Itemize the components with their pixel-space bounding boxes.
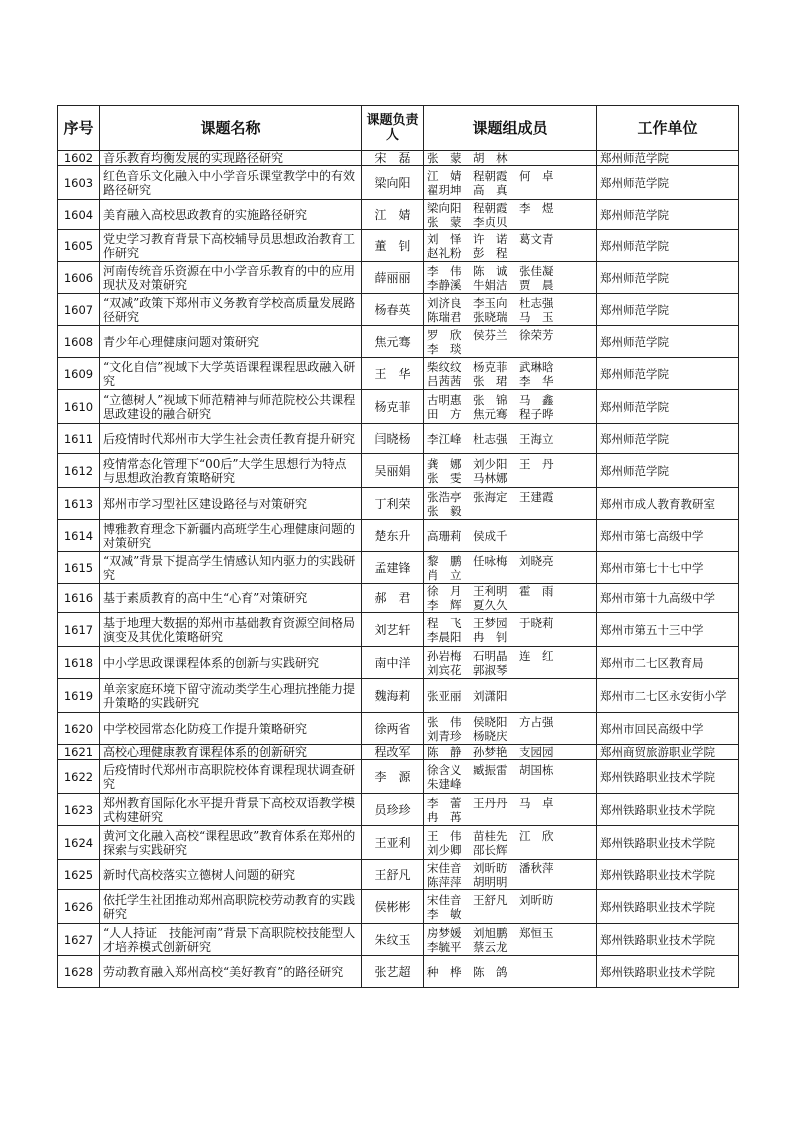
- team-members-cell: 房梦媛 刘旭鹏 郑恒玉 李毓平 蔡云龙: [424, 924, 597, 956]
- table-row: [58, 262, 739, 294]
- team-members-cell: 李江峰 杜志强 王海立: [424, 424, 597, 454]
- project-leader-cell: 吴丽娟: [362, 454, 424, 488]
- project-title-cell: 红色音乐文化融入中小学音乐课堂教学中的有效路径研究: [100, 166, 362, 200]
- team-members-cell: 张浩亭 张海定 王建霞 张 毅: [424, 488, 597, 520]
- team-members-cell: 程 飞 王梦园 于晓莉 李晨阳 冉 钊: [424, 613, 597, 647]
- project-leader-cell: 程改军: [362, 745, 424, 760]
- project-leader-cell: 江 婧: [362, 200, 424, 230]
- serial-number-cell: 1617: [58, 613, 100, 647]
- project-title-cell: 依托学生社团推动郑州高职院校劳动教育的实践研究: [100, 890, 362, 924]
- project-leader-cell: 王 华: [362, 358, 424, 390]
- project-leader-cell: 闫晓杨: [362, 424, 424, 454]
- project-title-cell: 劳动教育融入郑州高校“美好教育”的路径研究: [100, 956, 362, 988]
- table-row: [58, 358, 739, 390]
- project-title-cell: 单亲家庭环境下留守流动类学生心理抗挫能力提升策略的实践研究: [100, 679, 362, 713]
- project-leader-cell: 薛丽丽: [362, 262, 424, 294]
- work-unit-cell: 郑州铁路职业技术学院: [597, 924, 739, 956]
- project-leader-cell: 董 钊: [362, 230, 424, 262]
- team-members-cell: 江 婧 程朝霞 何 卓 翟玥坤 高 真: [424, 166, 597, 200]
- team-members-cell: 徐 月 王利明 霍 雨 李 辉 夏久久: [424, 584, 597, 613]
- team-members-cell: 罗 欣 侯芬兰 徐荣芳 李 琰: [424, 326, 597, 358]
- team-members-cell: 高珊莉 侯成千: [424, 520, 597, 552]
- team-members-cell: 宋佳音 王舒凡 刘昕昉 李 敏: [424, 890, 597, 924]
- project-leader-cell: 南中洋: [362, 647, 424, 679]
- table-row: [58, 760, 739, 794]
- project-title-cell: 郑州市学习型社区建设路径与对策研究: [100, 488, 362, 520]
- team-members-cell: 黎 鹏 任咏梅 刘晓亮 肖 立: [424, 552, 597, 584]
- header-serial-number: 序号: [58, 106, 100, 151]
- work-unit-cell: 郑州铁路职业技术学院: [597, 826, 739, 860]
- table-row: [58, 613, 739, 647]
- table-row: [58, 326, 739, 358]
- work-unit-cell: 郑州商贸旅游职业学院: [597, 745, 739, 760]
- work-unit-cell: 郑州师范学院: [597, 326, 739, 358]
- work-unit-cell: 郑州师范学院: [597, 151, 739, 166]
- serial-number-cell: 1609: [58, 358, 100, 390]
- team-members-cell: 古明惠 张 锦 马 鑫 田 方 焦元骞 程子晔: [424, 390, 597, 424]
- serial-number-cell: 1616: [58, 584, 100, 613]
- team-members-cell: 徐含义 臧振雷 胡国栋 朱建峰: [424, 760, 597, 794]
- work-unit-cell: 郑州市第七十七中学: [597, 552, 739, 584]
- table-row: [58, 552, 739, 584]
- serial-number-cell: 1608: [58, 326, 100, 358]
- serial-number-cell: 1627: [58, 924, 100, 956]
- table-row: [58, 890, 739, 924]
- serial-number-cell: 1615: [58, 552, 100, 584]
- team-members-cell: 孙岩梅 石明晶 连 红 刘宾花 郭淑琴: [424, 647, 597, 679]
- work-unit-cell: 郑州师范学院: [597, 358, 739, 390]
- team-members-cell: 李 伟 陈 诚 张佳凝 李静溪 牛娟洁 贾 晨: [424, 262, 597, 294]
- project-title-cell: 河南传统音乐资源在中小学音乐教育的中的应用现状及对策研究: [100, 262, 362, 294]
- project-title-cell: “双减”背景下提高学生情感认知内驱力的实践研究: [100, 552, 362, 584]
- project-leader-cell: 梁向阳: [362, 166, 424, 200]
- project-title-cell: 黄河文化融入高校“课程思政”教育体系在郑州的探索与实践研究: [100, 826, 362, 860]
- project-title-cell: 郑州教育国际化水平提升背景下高校双语教学模式构建研究: [100, 794, 362, 826]
- serial-number-cell: 1624: [58, 826, 100, 860]
- work-unit-cell: 郑州师范学院: [597, 424, 739, 454]
- serial-number-cell: 1623: [58, 794, 100, 826]
- project-title-cell: 中小学思政课课程体系的创新与实践研究: [100, 647, 362, 679]
- serial-number-cell: 1621: [58, 745, 100, 760]
- work-unit-cell: 郑州师范学院: [597, 454, 739, 488]
- serial-number-cell: 1613: [58, 488, 100, 520]
- team-members-cell: 张 蒙 胡 林: [424, 151, 597, 166]
- header-work-unit: 工作单位: [597, 106, 739, 151]
- team-members-cell: 张 伟 侯晓阳 方占强 刘青珍 杨晓庆: [424, 713, 597, 745]
- team-members-cell: 梁向阳 程朝霞 李 煜 张 蒙 李贞贝: [424, 200, 597, 230]
- project-leader-cell: 杨春英: [362, 294, 424, 326]
- table-row: [58, 294, 739, 326]
- serial-number-cell: 1612: [58, 454, 100, 488]
- work-unit-cell: 郑州师范学院: [597, 200, 739, 230]
- project-leader-cell: 焦元骞: [362, 326, 424, 358]
- serial-number-cell: 1610: [58, 390, 100, 424]
- project-title-cell: 音乐教育均衡发展的实现路径研究: [100, 151, 362, 166]
- project-title-cell: 基于地理大数据的郑州市基础教育资源空间格局演变及其优化策略研究: [100, 613, 362, 647]
- table-row: [58, 200, 739, 230]
- header-project-leader: 课题负责人: [362, 106, 424, 151]
- work-unit-cell: 郑州市第十九高级中学: [597, 584, 739, 613]
- table-header-row: [58, 106, 739, 151]
- project-leader-cell: 刘艺轩: [362, 613, 424, 647]
- work-unit-cell: 郑州市回民高级中学: [597, 713, 739, 745]
- serial-number-cell: 1618: [58, 647, 100, 679]
- project-leader-cell: 楚东升: [362, 520, 424, 552]
- table-row: [58, 647, 739, 679]
- project-leader-cell: 宋 磊: [362, 151, 424, 166]
- work-unit-cell: 郑州市二七区永安街小学: [597, 679, 739, 713]
- team-members-cell: 刘济良 李玉向 杜志强 陈瑞君 张晓瑞 马 玉: [424, 294, 597, 326]
- project-leader-cell: 王亚利: [362, 826, 424, 860]
- header-project-title: 课题名称: [100, 106, 362, 151]
- project-leader-cell: 魏海莉: [362, 679, 424, 713]
- work-unit-cell: 郑州师范学院: [597, 262, 739, 294]
- work-unit-cell: 郑州铁路职业技术学院: [597, 760, 739, 794]
- table-row: [58, 745, 739, 760]
- work-unit-cell: 郑州市成人教育教研室: [597, 488, 739, 520]
- work-unit-cell: 郑州铁路职业技术学院: [597, 860, 739, 890]
- project-title-cell: 后疫情时代郑州市高职院校体育课程现状调查研究: [100, 760, 362, 794]
- project-leader-cell: 侯彬彬: [362, 890, 424, 924]
- header-team-members: 课题组成员: [424, 106, 597, 151]
- work-unit-cell: 郑州师范学院: [597, 166, 739, 200]
- team-members-cell: 种 桦 陈 鸽: [424, 956, 597, 988]
- serial-number-cell: 1622: [58, 760, 100, 794]
- team-members-cell: 张亚丽 刘潇阳: [424, 679, 597, 713]
- table-row: [58, 826, 739, 860]
- team-members-cell: 宋佳音 刘昕昉 潘秋萍 陈萍萍 胡明明: [424, 860, 597, 890]
- work-unit-cell: 郑州市第五十三中学: [597, 613, 739, 647]
- team-members-cell: 柴纹纹 杨克菲 武琳晗 吕茜茜 张 珺 李 华: [424, 358, 597, 390]
- serial-number-cell: 1604: [58, 200, 100, 230]
- table-row: [58, 230, 739, 262]
- project-leader-cell: 员珍珍: [362, 794, 424, 826]
- project-leader-cell: 徐两省: [362, 713, 424, 745]
- project-title-cell: “文化自信”视域下大学英语课程课程思政融入研究: [100, 358, 362, 390]
- table-row: [58, 924, 739, 956]
- serial-number-cell: 1602: [58, 151, 100, 166]
- table-row: [58, 454, 739, 488]
- project-leader-cell: 张艺超: [362, 956, 424, 988]
- serial-number-cell: 1606: [58, 262, 100, 294]
- project-title-cell: 美育融入高校思政教育的实施路径研究: [100, 200, 362, 230]
- table-row: [58, 488, 739, 520]
- project-leader-cell: 杨克菲: [362, 390, 424, 424]
- project-title-cell: 基于素质教育的高中生“心育”对策研究: [100, 584, 362, 613]
- table-row: [58, 584, 739, 613]
- project-title-cell: 中学校园常态化防疫工作提升策略研究: [100, 713, 362, 745]
- project-title-cell: 新时代高校落实立德树人问题的研究: [100, 860, 362, 890]
- table-row: [58, 424, 739, 454]
- work-unit-cell: 郑州市第七高级中学: [597, 520, 739, 552]
- project-title-cell: 疫情常态化管理下“00后”大学生思想行为特点与思想政治教育策略研究: [100, 454, 362, 488]
- serial-number-cell: 1619: [58, 679, 100, 713]
- project-title-cell: “立德树人”视域下师范精神与师范院校公共课程思政建设的融合研究: [100, 390, 362, 424]
- project-title-cell: 青少年心理健康问题对策研究: [100, 326, 362, 358]
- project-title-cell: “双减”政策下郑州市义务教育学校高质量发展路径研究: [100, 294, 362, 326]
- team-members-cell: 陈 静 孙梦艳 支园园: [424, 745, 597, 760]
- work-unit-cell: 郑州师范学院: [597, 294, 739, 326]
- work-unit-cell: 郑州市二七区教育局: [597, 647, 739, 679]
- project-leader-cell: 丁利荣: [362, 488, 424, 520]
- table-row: [58, 390, 739, 424]
- serial-number-cell: 1607: [58, 294, 100, 326]
- project-table-sheet: [57, 105, 738, 988]
- project-table: [57, 105, 739, 988]
- serial-number-cell: 1626: [58, 890, 100, 924]
- project-leader-cell: 王舒凡: [362, 860, 424, 890]
- project-title-cell: 博雅教育理念下新疆内高班学生心理健康问题的对策研究: [100, 520, 362, 552]
- table-row: [58, 679, 739, 713]
- serial-number-cell: 1620: [58, 713, 100, 745]
- serial-number-cell: 1625: [58, 860, 100, 890]
- table-row: [58, 151, 739, 166]
- work-unit-cell: 郑州师范学院: [597, 230, 739, 262]
- project-title-cell: 后疫情时代郑州市大学生社会责任教育提升研究: [100, 424, 362, 454]
- table-row: [58, 520, 739, 552]
- project-leader-cell: 郝 君: [362, 584, 424, 613]
- project-leader-cell: 李 源: [362, 760, 424, 794]
- team-members-cell: 李 蕾 王丹丹 马 卓 冉 苒: [424, 794, 597, 826]
- project-title-cell: 党史学习教育背景下高校辅导员思想政治教育工作研究: [100, 230, 362, 262]
- table-row: [58, 860, 739, 890]
- project-leader-cell: 孟建锋: [362, 552, 424, 584]
- table-row: [58, 166, 739, 200]
- project-leader-cell: 朱纹玉: [362, 924, 424, 956]
- project-title-cell: “人人持证 技能河南”背景下高职院校技能型人才培养模式创新研究: [100, 924, 362, 956]
- serial-number-cell: 1614: [58, 520, 100, 552]
- project-title-cell: 高校心理健康教育课程体系的创新研究: [100, 745, 362, 760]
- serial-number-cell: 1603: [58, 166, 100, 200]
- table-row: [58, 794, 739, 826]
- work-unit-cell: 郑州铁路职业技术学院: [597, 794, 739, 826]
- table-row: [58, 956, 739, 988]
- team-members-cell: 刘 怿 许 诺 葛文青 赵礼粉 彭 程: [424, 230, 597, 262]
- serial-number-cell: 1611: [58, 424, 100, 454]
- work-unit-cell: 郑州铁路职业技术学院: [597, 890, 739, 924]
- work-unit-cell: 郑州铁路职业技术学院: [597, 956, 739, 988]
- serial-number-cell: 1605: [58, 230, 100, 262]
- table-row: [58, 713, 739, 745]
- team-members-cell: 龚 娜 刘少阳 王 丹 张 雯 马林娜: [424, 454, 597, 488]
- team-members-cell: 王 伟 苗桂先 江 欣 刘少卿 邵长辉: [424, 826, 597, 860]
- work-unit-cell: 郑州师范学院: [597, 390, 739, 424]
- serial-number-cell: 1628: [58, 956, 100, 988]
